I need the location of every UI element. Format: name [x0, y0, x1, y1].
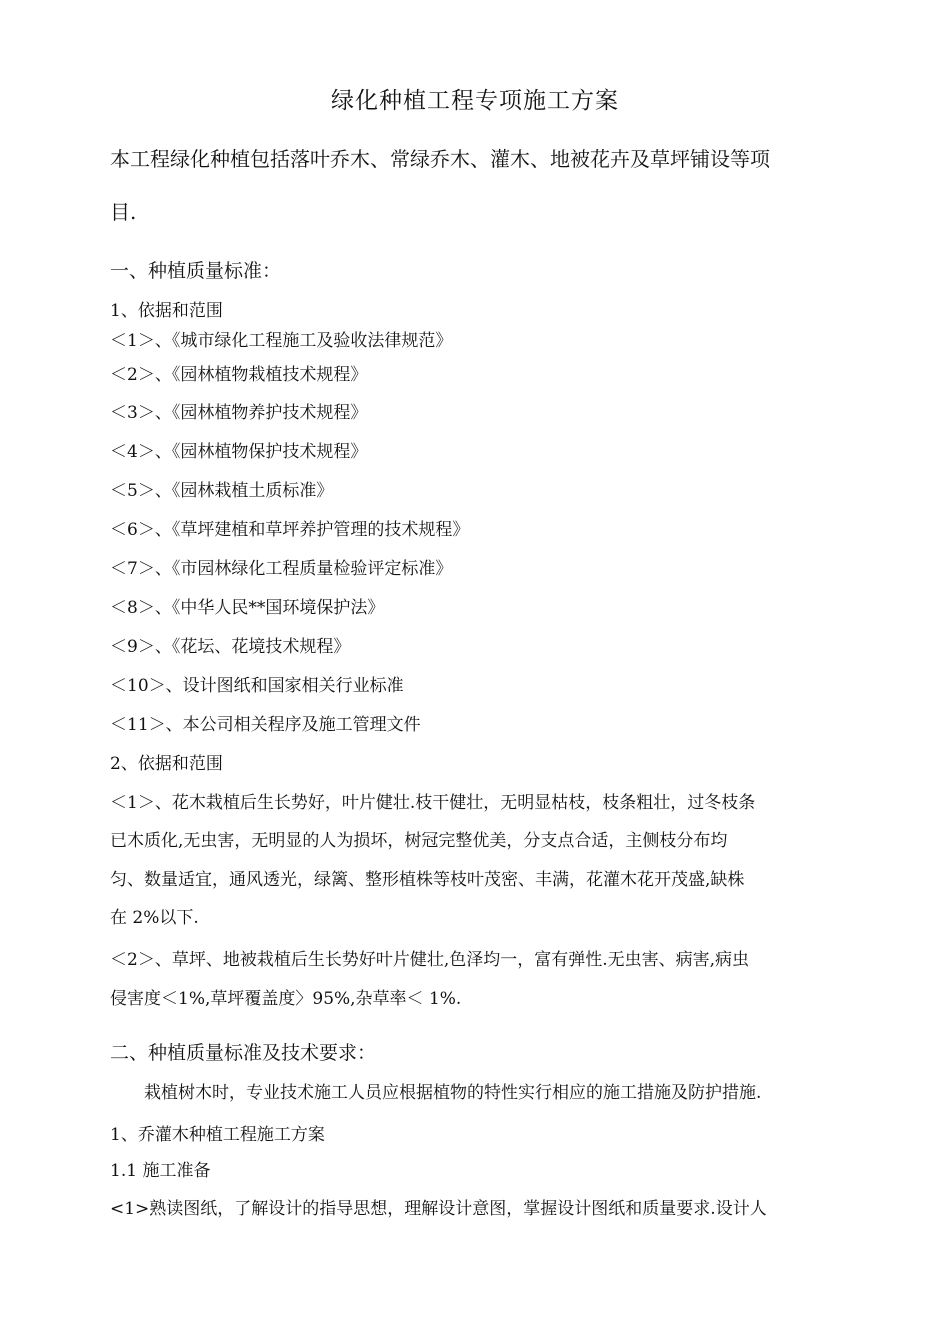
- quality-para-2-line-1: ＜2＞、草坪、地被栽植后生长势好叶片健壮,色泽均一，富有弹性.无虫害、病害,病虫: [110, 950, 750, 970]
- reference-item-7: ＜7＞、《市园林绿化工程质量检验评定标准》: [110, 559, 453, 579]
- section-2-heading: 二、种植质量标准及技术要求：: [110, 1042, 377, 1064]
- quality-para-1-line-4: 在 2%以下.: [110, 908, 199, 928]
- document-title: 绿化种植工程专项施工方案: [331, 88, 619, 114]
- quality-para-1-line-2: 已木质化,无虫害，无明显的人为损坏，树冠完整优美，分支点合适，主侧枝分布均: [110, 831, 728, 851]
- reference-item-1: ＜1＞、《城市绿化工程施工及验收法律规范》: [110, 331, 453, 351]
- section-1-sub-2-heading: 2、依据和范围: [110, 754, 223, 774]
- reference-item-4: ＜4＞、《园林植物保护技术规程》: [110, 442, 368, 462]
- quality-para-1-line-3: 匀、数量适宜，通风透光，绿篱、整形植株等枝叶茂密、丰满，花灌木花开茂盛,缺株: [110, 870, 745, 890]
- intro-line-1: 本工程绿化种植包括落叶乔木、常绿乔木、灌木、地被花卉及草坪铺设等项: [110, 147, 770, 171]
- section-2-paragraph: 栽植树木时，专业技术施工人员应根据植物的特性实行相应的施工措施及防护措施.: [144, 1083, 762, 1103]
- reference-item-11: ＜11＞、本公司相关程序及施工管理文件: [110, 715, 421, 735]
- quality-para-1-line-1: ＜1＞、花木栽植后生长势好，叶片健壮.枝干健壮，无明显枯枝，枝条粗壮，过冬枝条: [110, 793, 756, 813]
- reference-item-6: ＜6＞、《草坪建植和草坪养护管理的技术规程》: [110, 520, 470, 540]
- section-1-sub-1-heading: 1、依据和范围: [110, 301, 223, 321]
- reference-item-5: ＜5＞、《园林栽植土质标准》: [110, 481, 334, 501]
- section-2-sub-1-heading: 1、乔灌木种植工程施工方案: [110, 1125, 325, 1145]
- section-1-heading: 一、种植质量标准：: [110, 260, 282, 282]
- section-2-sub-1-1-heading: 1.1 施工准备: [110, 1161, 211, 1181]
- quality-para-2-line-2: 侵害度＜1%,草坪覆盖度〉95%,杂草率＜ 1%.: [110, 989, 462, 1009]
- reference-item-3: ＜3＞、《园林植物养护技术规程》: [110, 403, 368, 423]
- reference-item-9: ＜9＞、《花坛、花境技术规程》: [110, 637, 351, 657]
- preparation-item-1: <1>熟读图纸，了解设计的指导思想，理解设计意图，掌握设计图纸和质量要求.设计人: [110, 1199, 767, 1219]
- reference-item-10: ＜10＞、设计图纸和国家相关行业标准: [110, 676, 404, 696]
- intro-line-2: 目.: [110, 200, 137, 224]
- reference-item-8: ＜8＞、《中华人民**国环境保护法》: [110, 598, 385, 618]
- reference-item-2: ＜2＞、《园林植物栽植技术规程》: [110, 365, 368, 385]
